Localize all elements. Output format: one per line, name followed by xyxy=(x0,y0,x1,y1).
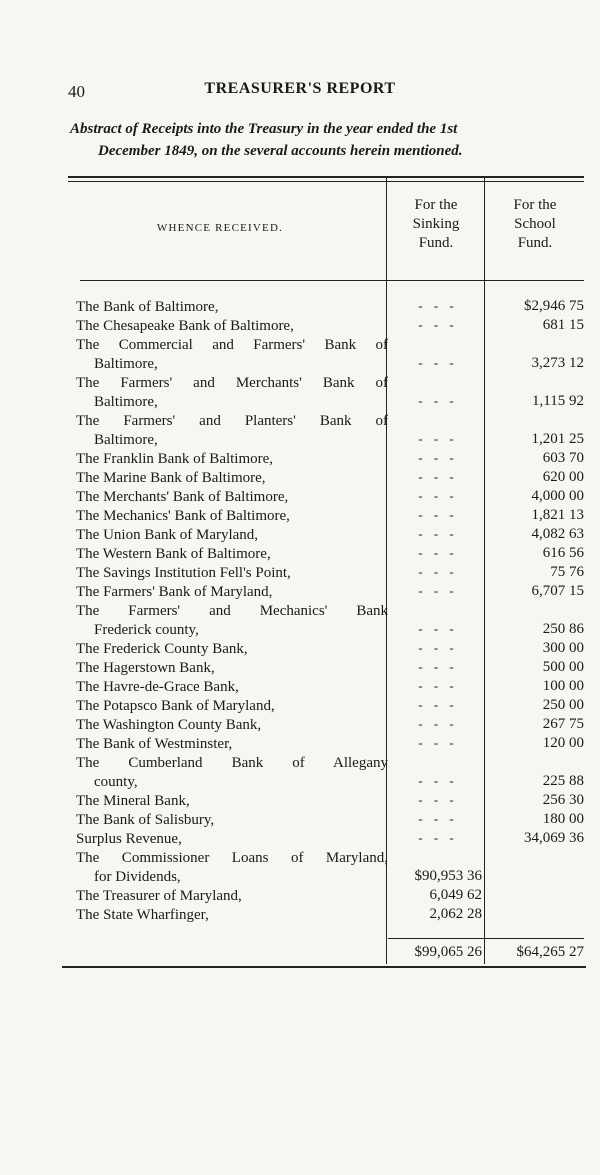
row-school-value: 3,273 12 xyxy=(531,355,584,371)
row-source-name xyxy=(76,906,388,925)
row-school-value: 34,069 36 xyxy=(524,830,584,846)
row-source-name xyxy=(76,583,388,602)
row-sinking-dashes: - - - xyxy=(418,355,458,370)
row-sinking-dashes: - - - xyxy=(418,526,458,541)
row-name-line: The Mineral Bank, xyxy=(76,793,190,809)
row-school-value: $2,946 75 xyxy=(524,298,584,314)
row-source-name xyxy=(76,887,388,906)
row-name-line: The Chesapeake Bank of Baltimore, xyxy=(76,318,294,334)
row-name-line: The Potapsco Bank of Maryland, xyxy=(76,698,275,714)
row-school-value: 620 00 xyxy=(542,469,584,485)
row-sinking-dashes: - - - xyxy=(418,659,458,674)
row-sinking-dashes: - - - xyxy=(418,431,458,446)
row-source-name xyxy=(76,792,388,811)
row-school-value: 250 86 xyxy=(542,621,584,637)
row-source-name xyxy=(76,716,388,735)
row-source-name xyxy=(76,507,388,526)
row-sinking-dashes: - - - xyxy=(418,716,458,731)
column-header-whence: WHENCE RECEIVED. xyxy=(156,222,284,234)
row-sinking-dashes: - - - xyxy=(418,298,458,313)
row-school-value: 120 00 xyxy=(542,735,584,751)
row-sinking-dashes: - - - xyxy=(418,393,458,408)
row-school-value: 100 00 xyxy=(542,678,584,694)
row-school-value: 1,821 13 xyxy=(531,507,584,523)
row-name-line: Baltimore, xyxy=(94,394,158,410)
row-sinking-dashes: - - - xyxy=(418,735,458,750)
row-name-line: The Mechanics' Bank of Baltimore, xyxy=(76,508,290,524)
row-name-line: county, xyxy=(94,774,138,790)
row-name-line: The Franklin Bank of Baltimore, xyxy=(76,451,274,467)
row-source-name xyxy=(76,830,388,849)
row-school-value: 6,707 15 xyxy=(531,583,584,599)
row-name-line: The Union Bank of Maryland, xyxy=(76,527,259,543)
row-school-value: 4,000 00 xyxy=(531,488,584,504)
row-school-value: 1,201 25 xyxy=(531,431,584,447)
row-name-line: The Farmers' Bank of Maryland, xyxy=(76,584,273,600)
row-source-name xyxy=(76,317,388,336)
row-name-line: The Bank of Baltimore, xyxy=(76,299,219,315)
row-name-line: Baltimore, xyxy=(94,356,158,372)
row-source-name xyxy=(76,545,388,564)
row-sinking-dashes: - - - xyxy=(418,697,458,712)
row-school-value: 1,115 92 xyxy=(532,393,584,409)
row-name-line: The Hagerstown Bank, xyxy=(76,660,215,676)
row-name-line: The Treasurer of Maryland, xyxy=(76,888,242,904)
row-name-line: The State Wharfinger, xyxy=(76,907,209,923)
row-source-name xyxy=(76,336,388,374)
school-head-line-2: School xyxy=(514,216,556,232)
row-sinking-dashes: - - - xyxy=(418,317,458,332)
column-header-sinking xyxy=(388,196,484,253)
row-name-line: for Dividends, xyxy=(94,869,181,885)
row-sinking-dashes: - - - xyxy=(418,621,458,636)
row-sinking-value: 2,062 28 xyxy=(429,906,482,922)
row-source-name xyxy=(76,450,388,469)
column-header-school xyxy=(486,196,584,253)
abstract-title xyxy=(70,118,590,162)
row-name-line: The Merchants' Bank of Baltimore, xyxy=(76,489,289,505)
table-bottom-rule xyxy=(62,966,586,968)
school-head-line-3: Fund. xyxy=(517,235,553,251)
row-sinking-dashes: - - - xyxy=(418,507,458,522)
row-source-name xyxy=(76,374,388,412)
row-school-value: 250 00 xyxy=(542,697,584,713)
sinking-head-line-2: Sinking xyxy=(412,216,460,232)
abstract-line-2: December 1849, on the several accounts herein mentioned. xyxy=(98,143,463,159)
row-school-value: 267 75 xyxy=(542,716,584,732)
row-name-line: The Western Bank of Baltimore, xyxy=(76,546,271,562)
row-school-value: 681 15 xyxy=(542,317,584,333)
row-sinking-dashes: - - - xyxy=(418,811,458,826)
row-sinking-dashes: - - - xyxy=(418,792,458,807)
row-source-name xyxy=(76,488,388,507)
row-sinking-dashes: - - - xyxy=(418,488,458,503)
total-sinking: $99,065 26 xyxy=(414,944,482,960)
row-name-line: The Commissioner Loans of Maryland, xyxy=(76,850,388,866)
row-source-name xyxy=(76,659,388,678)
row-sinking-dashes: - - - xyxy=(418,564,458,579)
row-name-line: The Savings Institution Fell's Point, xyxy=(76,565,291,581)
total-school: $64,265 27 xyxy=(516,944,584,960)
row-name-line: Baltimore, xyxy=(94,432,158,448)
column-divider-right xyxy=(484,178,485,964)
table-top-rule xyxy=(68,176,584,178)
row-sinking-dashes: - - - xyxy=(418,678,458,693)
row-sinking-value: $90,953 36 xyxy=(414,868,482,884)
row-school-value: 75 76 xyxy=(550,564,584,580)
school-head-line-1: For the xyxy=(513,197,557,213)
row-name-line: The Commercial and Farmers' Bank of xyxy=(76,337,388,353)
row-school-value: 180 00 xyxy=(542,811,584,827)
row-source-name xyxy=(76,526,388,545)
row-name-line: The Bank of Westminster, xyxy=(76,736,233,752)
row-name-line: The Frederick County Bank, xyxy=(76,641,248,657)
row-source-name xyxy=(76,849,388,887)
row-name-line: The Bank of Salisbury, xyxy=(76,812,215,828)
row-sinking-value: 6,049 62 xyxy=(429,887,482,903)
row-sinking-dashes: - - - xyxy=(418,469,458,484)
page-number: 40 xyxy=(68,82,85,101)
row-school-value: 300 00 xyxy=(542,640,584,656)
row-source-name xyxy=(76,811,388,830)
row-school-value: 4,082 63 xyxy=(531,526,584,542)
row-source-name xyxy=(76,754,388,792)
page-header: TREASURER'S REPORT xyxy=(204,80,396,97)
row-name-line: The Washington County Bank, xyxy=(76,717,262,733)
row-school-value: 603 70 xyxy=(542,450,584,466)
row-name-line: Surplus Revenue, xyxy=(76,831,182,847)
row-sinking-dashes: - - - xyxy=(418,545,458,560)
table-top-rule-thin xyxy=(68,181,584,182)
sinking-head-line-3: Fund. xyxy=(418,235,454,251)
row-source-name xyxy=(76,298,388,317)
row-name-line: The Marine Bank of Baltimore, xyxy=(76,470,266,486)
row-name-line: The Farmers' and Merchants' Bank of xyxy=(76,375,388,391)
row-school-value: 225 88 xyxy=(542,773,584,789)
row-sinking-dashes: - - - xyxy=(418,830,458,845)
row-source-name xyxy=(76,678,388,697)
row-sinking-dashes: - - - xyxy=(418,583,458,598)
row-name-line: The Havre-de-Grace Bank, xyxy=(76,679,239,695)
row-source-name xyxy=(76,564,388,583)
row-name-line: The Farmers' and Mechanics' Bank xyxy=(76,603,388,619)
row-source-name xyxy=(76,697,388,716)
row-school-value: 500 00 xyxy=(542,659,584,675)
row-source-name xyxy=(76,412,388,450)
row-source-name xyxy=(76,602,388,640)
total-top-rule xyxy=(388,938,584,939)
abstract-line-1: Abstract of Receipts into the Treasury in the year ended the 1st xyxy=(70,121,458,137)
row-sinking-dashes: - - - xyxy=(418,773,458,788)
row-name-line: Frederick county, xyxy=(94,622,199,638)
row-source-name xyxy=(76,469,388,488)
row-source-name xyxy=(76,640,388,659)
row-name-line: The Farmers' and Planters' Bank of xyxy=(76,413,388,429)
row-sinking-dashes: - - - xyxy=(418,450,458,465)
header-bottom-rule xyxy=(80,280,584,281)
row-school-value: 256 30 xyxy=(542,792,584,808)
sinking-head-line-1: For the xyxy=(414,197,458,213)
row-school-value: 616 56 xyxy=(542,545,584,561)
row-sinking-dashes: - - - xyxy=(418,640,458,655)
row-name-line: The Cumberland Bank of Allegany xyxy=(76,755,388,771)
row-source-name xyxy=(76,735,388,754)
